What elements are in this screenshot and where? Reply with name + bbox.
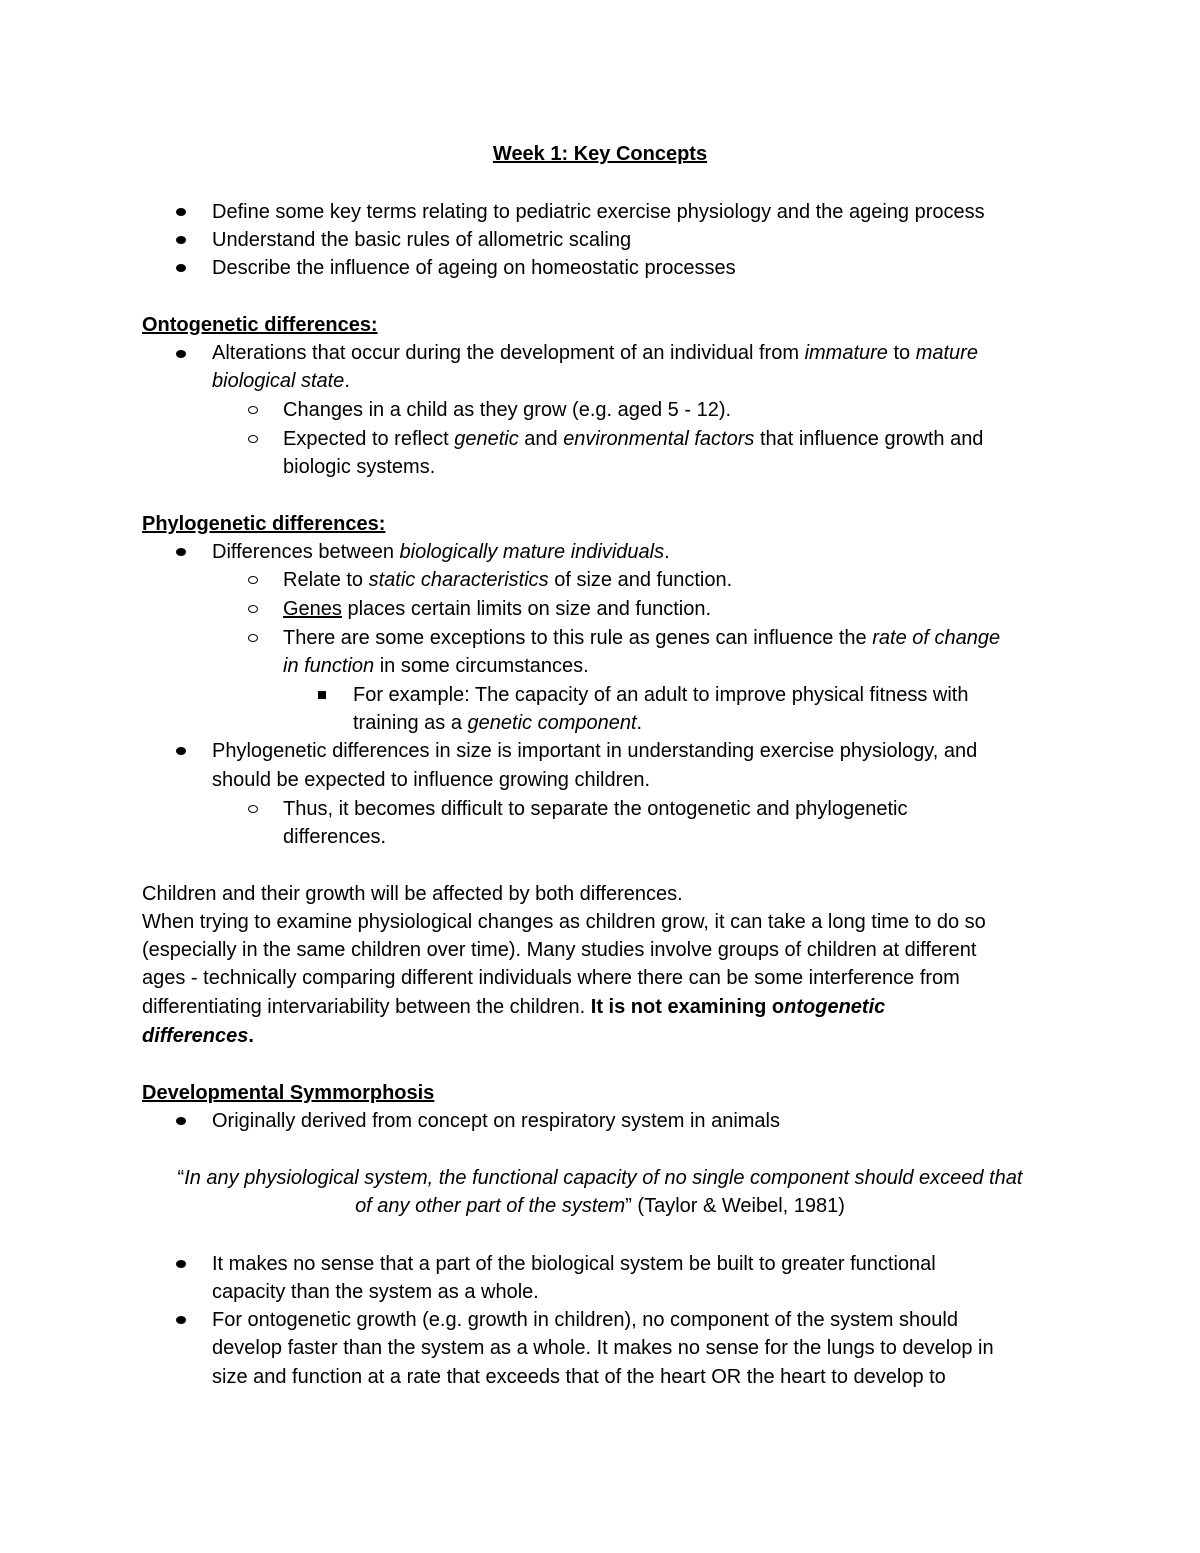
- phylogenetic-sub-4-cont: differences.: [283, 826, 387, 848]
- sub-bullet-circle: [248, 406, 258, 414]
- paragraph-line: differences.: [142, 1025, 254, 1047]
- ontogenetic-sub-1: Changes in a child as they grow (e.g. aged 5 - 12).: [283, 399, 732, 421]
- phylogenetic-example: For example: The capacity of an adult to improve physical fitness with: [353, 684, 969, 706]
- phylogenetic-sub-3: There are some exceptions to this rule as genes can influence the rate of change: [283, 627, 1001, 649]
- phylogenetic-sub-2: Genes places certain limits on size and function.: [283, 598, 712, 620]
- bullet-dot: [176, 747, 186, 755]
- bullet-dot: [176, 264, 186, 272]
- sub-bullet-circle: [248, 576, 258, 584]
- symmorphosis-bullet-3: For ontogenetic growth (e.g. growth in children), no component of the system should: [212, 1309, 958, 1331]
- symmorphosis-heading: Developmental Symmorphosis: [142, 1082, 435, 1104]
- sub-sub-bullet-square: [318, 691, 326, 699]
- objective-item: Understand the basic rules of allometric scaling: [212, 229, 632, 251]
- ontogenetic-bullet-1: Alterations that occur during the development of an individual from immature to mature: [212, 342, 978, 364]
- ontogenetic-sub-2: Expected to reflect genetic and environmental factors that influence growth and: [283, 428, 984, 450]
- bullet-dot: [176, 236, 186, 244]
- phylogenetic-bullet-1: Differences between biologically mature individuals.: [212, 541, 670, 563]
- sub-bullet-circle: [248, 605, 258, 613]
- symmorphosis-bullet-2: It makes no sense that a part of the biological system be built to greater functional: [212, 1253, 936, 1275]
- objective-item: Describe the influence of ageing on homeostatic processes: [212, 257, 736, 279]
- phylogenetic-example-cont: training as a genetic component.: [353, 712, 643, 734]
- bullet-dot: [176, 1260, 186, 1268]
- sub-bullet-circle: [248, 634, 258, 642]
- sub-bullet-circle: [248, 435, 258, 443]
- objective-item: Define some key terms relating to pediatric exercise physiology and the ageing process: [212, 201, 985, 223]
- sub-bullet-circle: [248, 805, 258, 813]
- phylogenetic-heading: Phylogenetic differences:: [142, 513, 386, 535]
- phylogenetic-sub-4: Thus, it becomes difficult to separate the ontogenetic and phylogenetic: [283, 798, 908, 820]
- paragraph-line: ages - technically comparing different individuals where there can be some interference from: [142, 967, 960, 989]
- paragraph-line: Children and their growth will be affected by both differences.: [142, 883, 683, 905]
- phylogenetic-bullet-2: Phylogenetic differences in size is important in understanding exercise physiology, and: [212, 740, 978, 762]
- bullet-dot: [176, 548, 186, 556]
- ontogenetic-heading: Ontogenetic differences:: [142, 314, 378, 336]
- bullet-dot: [176, 208, 186, 216]
- phylogenetic-sub-3-cont: in function in some circumstances.: [283, 655, 589, 677]
- bullet-dot: [176, 1117, 186, 1125]
- symmorphosis-bullet-3-cont: size and function at a rate that exceeds that of the heart OR the heart to develop to: [212, 1366, 946, 1388]
- phylogenetic-bullet-2-cont: should be expected to influence growing children.: [212, 769, 651, 791]
- ontogenetic-bullet-1-cont: biological state.: [212, 370, 350, 392]
- symmorphosis-bullet-3-cont: develop faster than the system as a whole. It makes no sense for the lungs to develop in: [212, 1337, 994, 1359]
- quote-line: “In any physiological system, the functional capacity of no single component should exceed that: [177, 1167, 1023, 1189]
- paragraph-line: differentiating intervariability between the children. It is not examining ontogenetic: [142, 996, 886, 1018]
- page-title: Week 1: Key Concepts: [492, 143, 708, 165]
- bullet-dot: [176, 350, 186, 358]
- ontogenetic-sub-2-cont: biologic systems.: [283, 456, 436, 478]
- symmorphosis-bullet-1: Originally derived from concept on respiratory system in animals: [212, 1110, 780, 1132]
- symmorphosis-bullet-2-cont: capacity than the system as a whole.: [212, 1281, 539, 1303]
- paragraph-line: When trying to examine physiological changes as children grow, it can take a long time to do so: [142, 911, 986, 933]
- bullet-dot: [176, 1316, 186, 1324]
- quote-line: of any other part of the system” (Taylor & Weibel, 1981): [355, 1195, 845, 1217]
- phylogenetic-sub-1: Relate to static characteristics of size and function.: [283, 569, 733, 591]
- paragraph-line: (especially in the same children over time). Many studies involve groups of children at different: [142, 939, 977, 961]
